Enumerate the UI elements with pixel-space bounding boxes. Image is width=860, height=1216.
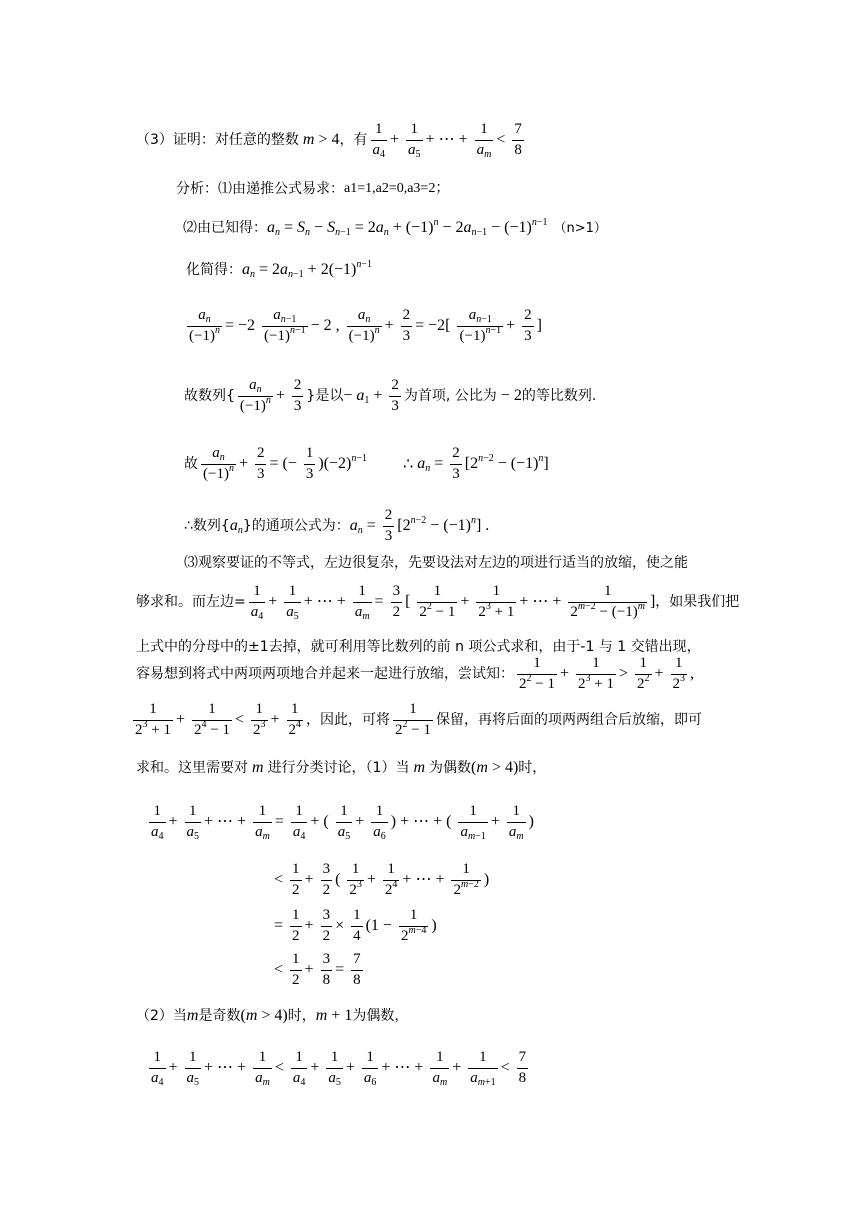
case2-b: 是奇数 — [198, 1008, 241, 1024]
case2-a: （2）当 — [136, 1008, 187, 1024]
math-geo-term: $\frac{a_n}{(-1)^n}$ + $\frac{2}{3}$ — [239, 377, 302, 414]
math-simplified: $a_n = 2a_{n-1} + 2(-1)^{n-1}$ — [242, 259, 373, 280]
p3-line1 — [184, 556, 688, 570]
math-m-plus-1: m + 1 — [315, 1007, 353, 1024]
math-geo-first: − $a_1$ + $\frac{2}{3}$ — [343, 377, 399, 414]
p3-line4-text: 容易想到将式中两项两项地合并起来一起进行放缩，尝试知： — [136, 666, 514, 683]
math-ratio-minus2: − 2 — [496, 387, 522, 405]
math-case1-eq1: $\frac{1}{a_4}$ + $\frac{1}{a_5}$ + ⋯ + $\frac{1}{a_m}$ = $\frac{1}{a_4}$ + ( $\frac{1}{a_5}$ + $\frac{1}{a_6}$ ) + ⋯ + ( $\frac{1}{a_{m-1}}$ + $\frac{1}{a_m}$ ) — [151, 803, 534, 842]
p3-line2-suffix: ，如果我们把 — [655, 594, 740, 611]
case2-d: 为偶数， — [352, 1008, 409, 1024]
math-ratio-transform: $\frac{a_n}{(-1)^n}$ = −2 $\frac{a_{n-1}}{(-1)^{n-1}}$ − 2 , $\frac{a_n}{(-1)^n}$ + $\frac{2}{3}$ = −2[ $\frac{a_{n-1}}{(-1)^{n-1}}$ + $\frac{2}{3}$ ] — [189, 307, 542, 344]
step2-label: ⑵由已知得： — [183, 220, 267, 236]
general-post: }的通项公式为： — [242, 518, 350, 535]
so-line — [184, 446, 549, 483]
math-m-gt-4: m > 4 — [298, 131, 340, 149]
p3-line6-d: 时， — [518, 760, 547, 776]
p3-line3-text: 上式中的分母中的±1去掉，就可利用等比数列的前 n 项公式求和，由于-1 与 1 交错出现， — [136, 639, 701, 655]
case2-line — [136, 1008, 408, 1024]
geo-mid: }是以 — [306, 388, 344, 405]
simplify-label: 化简得： — [186, 262, 242, 278]
therefore-symbol: ∴ — [403, 454, 414, 474]
math-m-gt-4-2: (m > 4) — [471, 759, 519, 776]
math-an-braces: $a_n$ — [229, 517, 243, 537]
math-case2-ineq: $\frac{1}{a_4}$ + $\frac{1}{a_5}$ + ⋯ + $\frac{1}{a_m}$ < $\frac{1}{a_4}$ + $\frac{1}{a_5}$ + $\frac{1}{a_6}$ + ⋯ + $\frac{1}{a_m}$ + $\frac{1}{a_{m+1}}$ < $\frac{7}{8}$ — [151, 1049, 527, 1088]
general-line — [184, 508, 489, 545]
geo-tail: 的等比数列. — [521, 388, 597, 405]
so-label: 故 — [184, 456, 198, 473]
case1-eq1 — [146, 804, 534, 841]
general-prefix: ∴数列{ — [184, 518, 230, 535]
initial-values: a1=1,a2=0,a3=2； — [344, 181, 450, 196]
math-keep-term: $\frac{1}{2^2 - 1}$ — [395, 701, 431, 738]
case1-eq2 — [274, 862, 489, 899]
geo-prefix: 故数列{ — [184, 388, 235, 405]
p3-line3 — [136, 640, 701, 654]
math-trial-2: $\frac{1}{2^3 + 1}$ + $\frac{1}{2^4 - 1}$ < $\frac{1}{2^3}$ + $\frac{1}{2^4}$ — [135, 701, 302, 738]
math-so-expression: $\frac{a_n}{(-1)^n}$ + $\frac{2}{3}$ = (− $\frac{1}{3}$ )$(-2)^{n-1}$ — [203, 445, 368, 482]
case2-ineq — [146, 1050, 531, 1087]
math-an-recurrence: $a_n = S_n - S_{n-1} = 2a_n + (-1)^n - 2a_{n-1} - (-1)^{n-1}$ — [267, 217, 548, 238]
p3-line2-prefix: 够求和。而左边= — [136, 594, 246, 611]
math-m-3: m — [186, 1007, 199, 1024]
math-m: m — [248, 759, 268, 776]
p3-line2 — [136, 584, 739, 621]
math-case1-eq4: < $\frac{1}{2}$ + $\frac{3}{8}$ = $\frac{7}{8}$ — [274, 951, 361, 988]
math-m-2: m — [409, 759, 430, 776]
math-target-inequality: $\frac{1}{a_4}$ + $\frac{1}{a_5}$ + ⋯ + $\frac{1}{a_m}$ < $\frac{7}{8}$ — [372, 121, 522, 160]
p3-line6-a: 求和。这里需要对 — [136, 760, 248, 776]
analysis-step2 — [183, 217, 607, 238]
case1-eq4 — [274, 952, 366, 989]
ratio-transform — [184, 308, 542, 345]
part3-statement — [136, 122, 527, 159]
analysis-step1 — [176, 182, 449, 196]
math-an-result: $a_n$ = $\frac{2}{3}$ $[2^{n-2} - (-1)^n]$ — [413, 445, 549, 482]
geometric-line — [184, 378, 596, 415]
p3-line6 — [136, 760, 546, 776]
part3-label: （3）证明：对任意的整数 — [136, 132, 299, 149]
p3-line5-tail: 保留，再将后面的项两两组合后放缩，即可 — [436, 712, 702, 729]
math-trial-1: $\frac{1}{2^2 - 1}$ + $\frac{1}{2^3 + 1}$ > $\frac{1}{2^2}$ + $\frac{1}{2^3}$ , — [519, 655, 695, 692]
p3-line5-mid: ，因此，可将 — [306, 712, 391, 729]
math-general-formula: $a_n$ = $\frac{2}{3}$ $[2^{n-2} - (-1)^n]$ . — [349, 507, 490, 544]
p3-line6-c: 为偶数 — [429, 760, 472, 776]
geo-first-label: 为首项, 公比为 — [403, 388, 497, 405]
p3-line6-b: 进行分类讨论，（1）当 — [267, 760, 410, 776]
simplify-line — [186, 259, 373, 280]
analysis-intro: 分析：⑴由递推公式易求： — [176, 181, 344, 197]
math-left-side: $\frac{1}{a_4}$ + $\frac{1}{a_5}$ + ⋯ + $\frac{1}{a_m}$ = $\frac{3}{2}$ [ $\frac{1}{2^2 - 1}$ + $\frac{1}{2^3 + 1}$ + ⋯ + $\frac{1}{2^{m-2} - (-1)^m}$ ] — [250, 583, 656, 622]
case1-eq3 — [274, 908, 437, 945]
math-case1-eq2: < $\frac{1}{2}$ + $\frac{3}{2}$ ( $\frac{1}{2^3}$ + $\frac{1}{2^4}$ + ⋯ + $\frac{1}{2^{m-2}}$ ) — [274, 861, 490, 898]
p3-line5 — [130, 702, 702, 739]
math-m-gt-4-3: (m > 4) — [240, 1007, 288, 1024]
part3-cond: ，有 — [339, 132, 368, 149]
case2-c: 时， — [287, 1008, 316, 1024]
math-case1-eq3: = $\frac{1}{2}$ + $\frac{3}{2}$ × $\frac{1}{4}$ (1 − $\frac{1}{2^{m-4}}$ ) — [274, 907, 437, 944]
p3-line4 — [136, 656, 694, 693]
p3-line1-text: ⑶观察要证的不等式，左边很复杂，先要设法对左边的项进行适当的放缩，使之能 — [184, 555, 688, 571]
n-condition: （n>1） — [553, 220, 607, 236]
